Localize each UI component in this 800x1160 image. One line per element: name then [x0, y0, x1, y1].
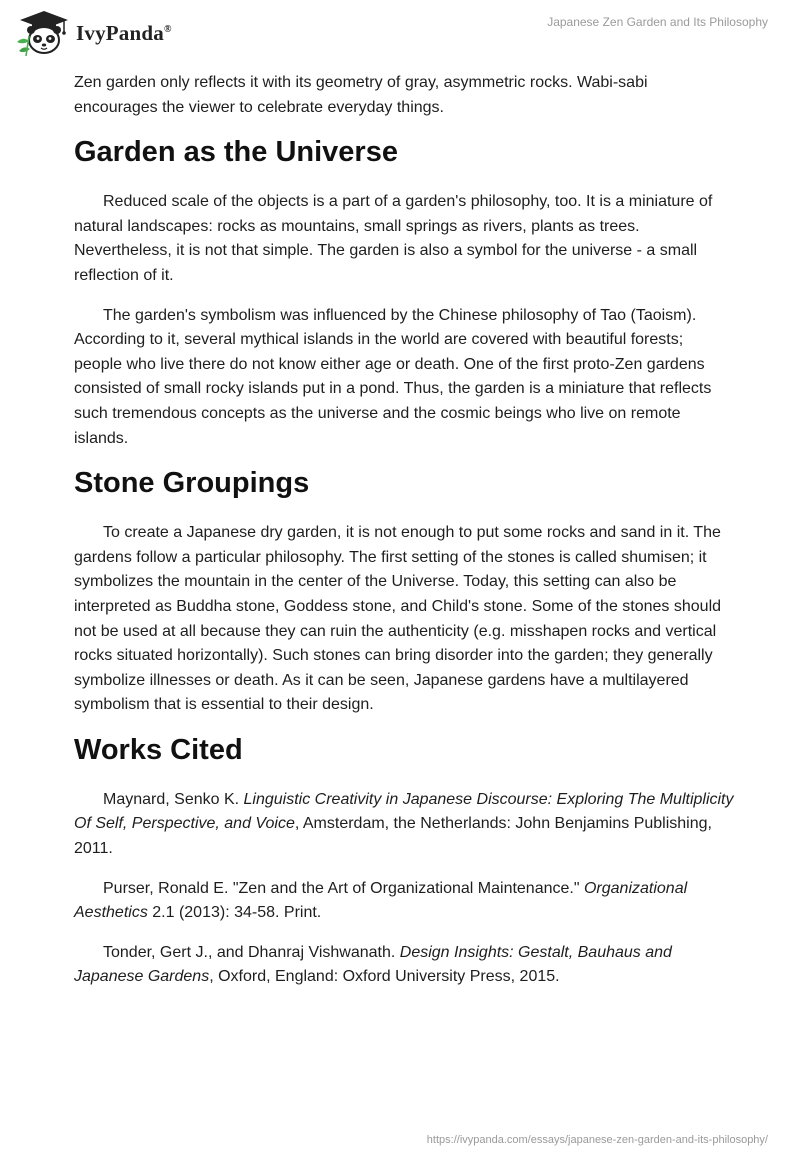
citation-details: 2.1 (2013): 34-58. Print.: [147, 904, 322, 922]
source-url-link[interactable]: https://ivypanda.com/essays/japanese-zen-garden-and-its-philosophy/: [426, 1134, 768, 1146]
citation-details: , Amsterdam, the Netherlands: John Benjamins Publishing, 2011.: [74, 815, 712, 858]
citation-title: Linguistic Creativity in Japanese Discourse: Exploring The Multiplicity Of Self, Perspective, and Voice: [74, 790, 734, 833]
citation-details: , Oxford, England: Oxford University Press, 2015.: [209, 968, 560, 986]
heading-stone-groupings: Stone Groupings: [74, 467, 310, 500]
stones-paragraph-1: To create a Japanese dry garden, it is not enough to put some rocks and sand in it. The gardens follow a particular philosophy. The first setting of the stones is called shumisen; it symbolizes the mountain in the center of the Universe. Today, this setting can also be interpreted as Buddha stone, Goddess stone, and Child's stone. Some of the stones should not be used at all because they can ruin the authenticity (e.g. misshapen rocks and vertical rocks situated horizontally). Such stones can bring disorder into the garden; they generally symbolize illnesses or death. As it can be seen, Japanese gardens have a multilayered symbolism that is essential to their design.: [74, 524, 722, 714]
essay-body: [74, 71, 734, 1005]
citation-entry: [74, 941, 734, 990]
universe-paragraph-1: Reduced scale of the objects is a part of a garden's philosophy, too. It is a miniature of natural landscapes: rocks as mountains, small springs as rivers, plants as trees. Nevertheless, it is not that simple. The garden is also a symbol for the universe - a small reflection of it.: [74, 193, 713, 284]
citation-author: Maynard, Senko K.: [103, 790, 244, 808]
page-header: [0, 0, 800, 64]
panda-graduate-icon: [14, 8, 74, 58]
citation-author: Purser, Ronald E. "Zen and the Art of Organizational Maintenance.": [103, 879, 584, 897]
citation-title: Design Insights: Gestalt, Bauhaus and Japanese Gardens: [74, 943, 672, 986]
citation-author: Tonder, Gert J., and Dhanraj Vishwanath.: [103, 943, 400, 961]
heading-garden-universe: Garden as the Universe: [74, 136, 398, 169]
running-title: Japanese Zen Garden and Its Philosophy: [547, 15, 768, 29]
citation-title: Organizational Aesthetics: [74, 879, 688, 922]
heading-works-cited: Works Cited: [74, 733, 243, 766]
ivypanda-logo[interactable]: [14, 8, 172, 58]
citation-entry: [74, 788, 734, 862]
citation-entry: [74, 877, 734, 926]
registered-mark: ®: [163, 23, 172, 35]
brand-name: IvyPanda®: [76, 20, 172, 45]
intro-paragraph: Zen garden only reflects it with its geometry of gray, asymmetric rocks. Wabi-sabi encourages the viewer to celebrate everyday things.: [74, 74, 648, 116]
universe-paragraph-2: The garden's symbolism was influenced by the Chinese philosophy of Tao (Taoism). According to it, several mythical islands in the world are covered with beautiful forests; people who live there do not know either age or death. One of the first proto-Zen gardens consisted of small rocky islands put in a pond. Thus, the garden is a miniature that reflects such tremendous concepts as the universe and the cosmic beings who live on remote islands.: [74, 306, 712, 447]
